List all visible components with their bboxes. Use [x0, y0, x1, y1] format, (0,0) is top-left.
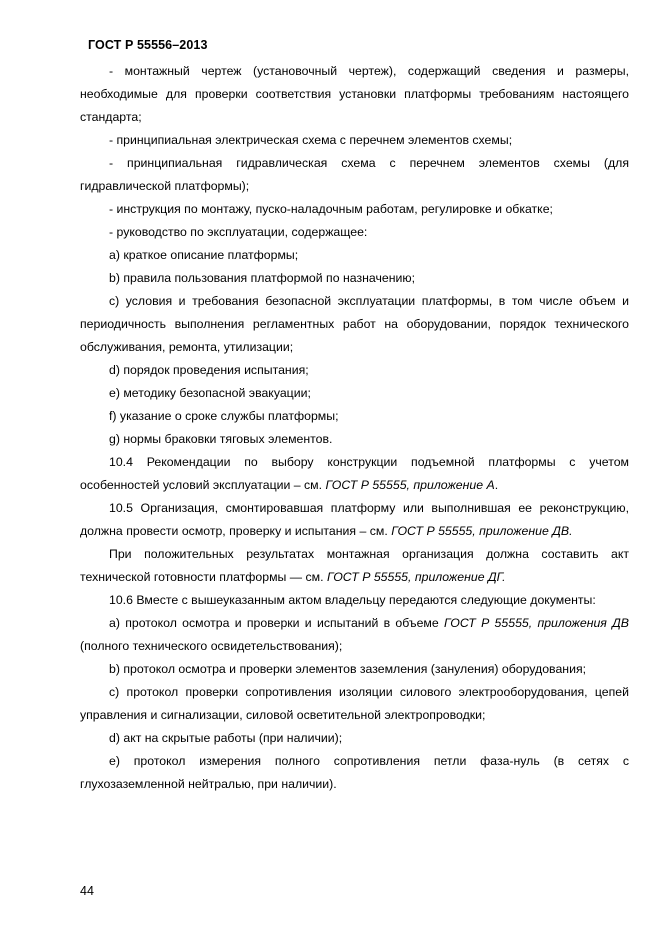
list-item: b) правила пользования платформой по назначению; — [109, 271, 415, 285]
standard-reference: ГОСТ Р 55555, приложение ДГ. — [326, 570, 506, 584]
list-item: a) протокол осмотра и проверки и испытаний в объеме ГОСТ Р 55555, приложения ДВ (полного технического освидетельствования); — [80, 616, 630, 653]
list-item: e) протокол измерения полного сопротивления петли фаза-нуль (в сетях с глухозаземленной нейтралью, при наличии). — [80, 754, 629, 791]
list-item: c) условия и требования безопасной эксплуатации платформы, в том числе объем и периодичность выполнения регламентных работ на оборудовании, порядок технического обслуживания, ремонта, утилизации; — [80, 294, 629, 354]
paragraph: - принципиальная электрическая схема с перечнем элементов схемы; — [109, 133, 513, 147]
standard-reference: ГОСТ Р 55555, приложение ДВ. — [391, 524, 573, 538]
page-number: 44 — [80, 884, 94, 898]
list-item: f) указание о сроке службы платформы; — [109, 409, 339, 423]
paragraph: - принципиальная гидравлическая схема с перечнем элементов схемы (для гидравлической платформы); — [80, 156, 629, 193]
document-body — [80, 60, 629, 796]
section-10-4: 10.4 Рекомендации по выбору конструкции подъемной платформы с учетом особенностей условий эксплуатации – см. ГОСТ Р 55555, приложение А. — [80, 455, 629, 492]
list-item: d) порядок проведения испытания; — [109, 363, 309, 377]
list-item: g) нормы браковки тяговых элементов. — [109, 432, 333, 446]
paragraph: - монтажный чертеж (установочный чертеж), содержащий сведения и размеры, необходимые для проверки соответствия установки платформы требованиям настоящего стандарта; — [80, 64, 629, 124]
list-item: d) акт на скрытые работы (при наличии); — [109, 731, 343, 745]
section-10-6: 10.6 Вместе с вышеуказанным актом владельцу передаются следующие документы: — [109, 593, 596, 607]
paragraph: - инструкция по монтажу, пуско-наладочным работам, регулировке и обкатке; — [109, 202, 553, 216]
list-item: c) протокол проверки сопротивления изоляции силового электрооборудования, цепей управления и сигнализации, силовой осветительной электропроводки; — [80, 685, 629, 722]
section-10-5: 10.5 Организация, смонтировавшая платформу или выполнившая ее реконструкцию, должна провести осмотр, проверку и испытания – см. ГОСТ Р 55555, приложение ДВ. — [80, 501, 629, 538]
document-header: ГОСТ Р 55556–2013 — [88, 38, 208, 52]
paragraph: При положительных результатах монтажная организация должна составить акт технической готовности платформы — см. ГОСТ Р 55555, приложение ДГ. — [80, 547, 629, 584]
paragraph: - руководство по эксплуатации, содержащее: — [109, 225, 368, 239]
standard-reference: ГОСТ Р 55555, приложение А — [325, 478, 495, 492]
list-item: b) протокол осмотра и проверки элементов заземления (зануления) оборудования; — [109, 662, 587, 676]
list-item: a) краткое описание платформы; — [109, 248, 299, 262]
standard-reference: ГОСТ Р 55555, приложения ДВ — [443, 616, 630, 630]
list-item: e) методику безопасной эвакуации; — [109, 386, 311, 400]
